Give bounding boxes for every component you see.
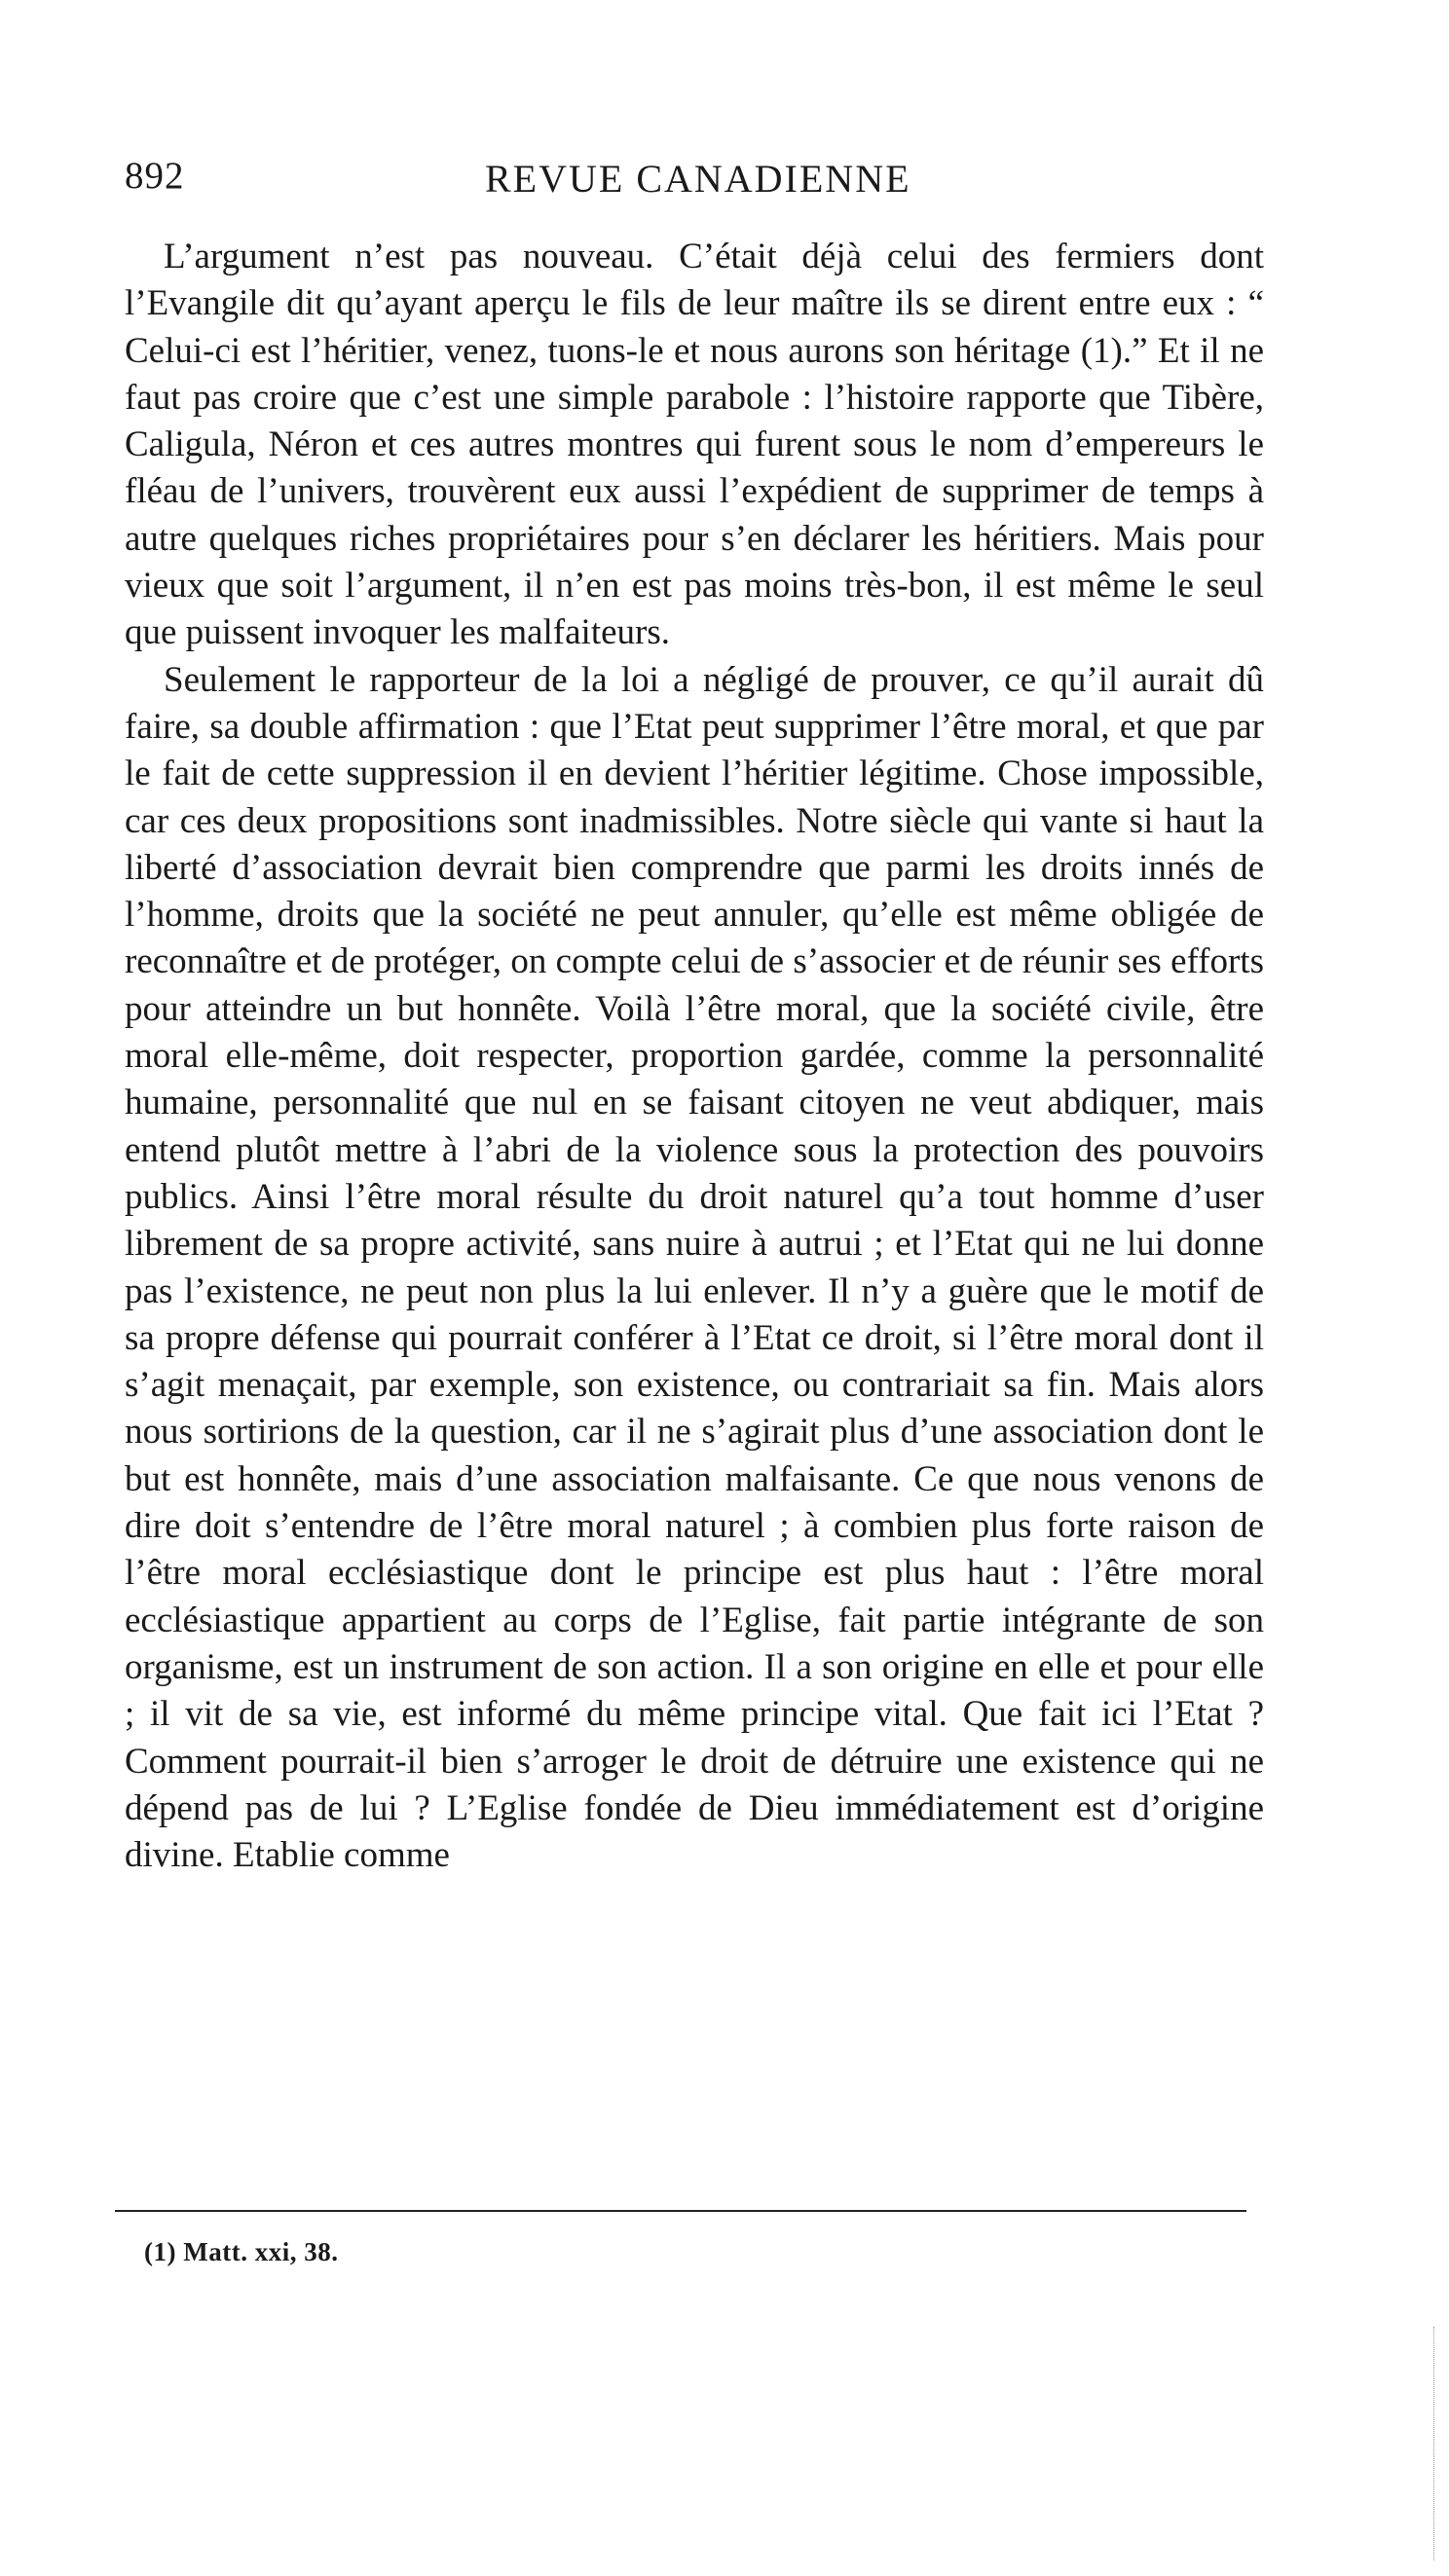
scan-margin-artifact bbox=[1433, 2327, 1437, 2560]
paragraph-2: Seulement le rapporteur de la loi a négligé de prouver, ce qu’il aurait dû faire, sa double affirmation : que l’Etat peut supprimer l’être moral, et que par le fait de cette suppression il en devient l’héritier légitime. Chose impossible, car ces deux propositions sont inadmissibles. Notre siècle qui vante si haut la liberté d’association devrait bien comprendre que parmi les droits innés de l’homme, droits que la société ne peut annuler, qu’elle est même obligée de reconnaître et de protéger, on compte celui de s’associer et de réunir ses efforts pour atteindre un but honnête. Voilà l’être moral, que la société civile, être moral elle-même, doit respecter, proportion gardée, comme la personnalité humaine, personnalité que nul en se faisant citoyen ne veut abdiquer, mais entend plutôt mettre à l’abri de la violence sous la protection des pouvoirs publics. Ainsi l’être moral résulte du droit naturel qu’a tout homme d’user librement de sa propre activité, sans nuire à autrui ; et l’Etat qui ne lui donne pas l’existence, ne peut non plus la lui enlever. Il n’y a guère que le motif de sa propre défense qui pourrait conférer à l’Etat ce droit, si l’être moral dont il s’agit menaçait, par exemple, son existence, ou contrariait sa fin. Mais alors nous sortirions de la question, car il ne s’agirait plus d’une association dont le but est honnête, mais d’une association malfaisante. Ce que nous venons de dire doit s’entendre de l’être moral naturel ; à combien plus forte raison de l’être moral ecclésiastique dont le principe est plus haut : l’être moral ecclésiastique appartient au corps de l’Eglise, fait partie intégrante de son organisme, est un instrument de son action. Il a son origine en elle et pour elle ; il vit de sa vie, est informé du même principe vital. Que fait ici l’Etat ? Comment pourrait-il bien s’arroger le droit de détruire une existence qui ne dépend pas de lui ? L’Eglise fondée de Dieu immédiatement est d’origine divine. Etablie comme bbox=[125, 659, 1264, 1876]
page-number: 892 bbox=[125, 155, 185, 197]
running-title: REVUE CANADIENNE bbox=[485, 157, 911, 201]
page-header bbox=[125, 154, 1264, 212]
paragraph-1: L’argument n’est pas nouveau. C’était déjà celui des fermiers dont l’Evangile dit qu’ayant aperçu le fils de leur maître ils se dirent entre eux : “ Celui-ci est l’héritier, venez, tuons-le et nous aurons son héritage (1).” Et il ne faut pas croire que c’est une simple parabole : l’histoire rapporte que Tibère, Caligula, Néron et ces autres montres qui furent sous le nom d’empereurs le fléau de l’univers, trouvèrent eux aussi l’expédient de supprimer de temps à autre quelques riches propriétaires pour s’en déclarer les héritiers. Mais pour vieux que soit l’argument, il n’en est pas moins très-bon, il est même le seul que puissent invoquer les malfaiteurs. bbox=[125, 237, 1264, 653]
body-text bbox=[125, 234, 1264, 1879]
footnote-divider bbox=[115, 2210, 1246, 2212]
footnote: (1) Matt. xxi, 38. bbox=[144, 2237, 339, 2266]
